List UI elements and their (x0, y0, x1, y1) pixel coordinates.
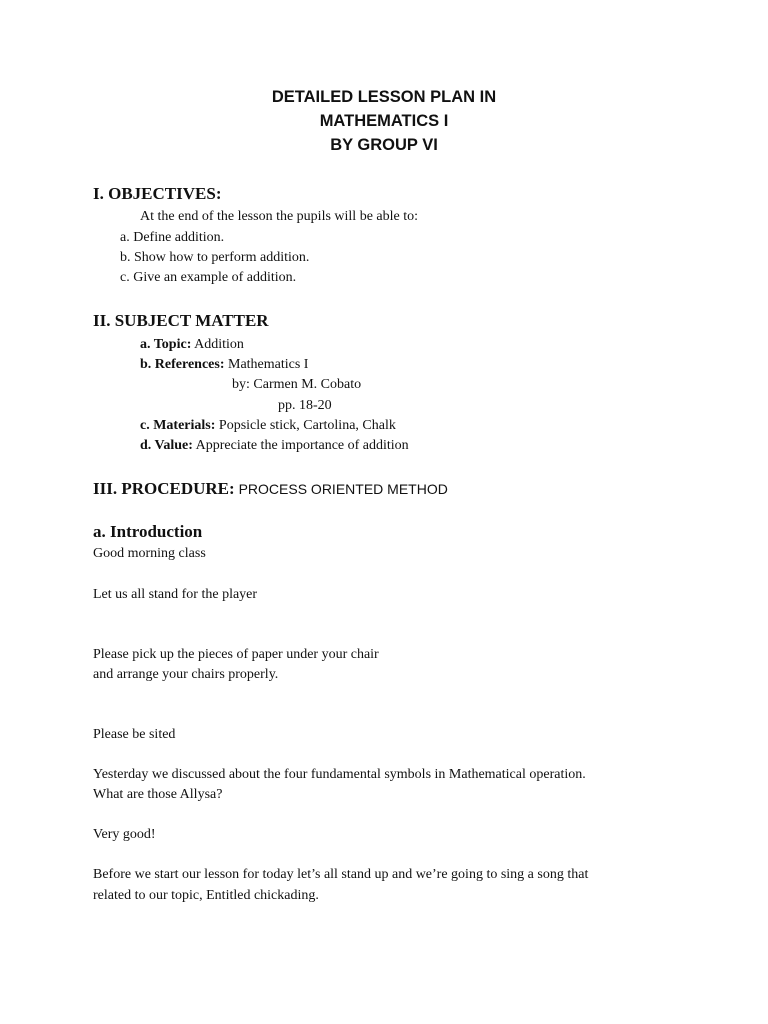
introduction-line: Please be sited (93, 727, 176, 742)
objectives-heading: I. OBJECTIVES: (93, 184, 222, 203)
introduction-line: What are those Allysa? (93, 787, 223, 802)
objective-item-c: c. Give an example of addition. (120, 270, 297, 285)
introduction-line: Please pick up the pieces of paper under your chair (93, 647, 379, 662)
references-row (140, 357, 308, 373)
value-row (140, 438, 409, 454)
procedure-heading: III. PROCEDURE: (93, 479, 235, 498)
title-line-1: DETAILED LESSON PLAN IN (271, 88, 497, 106)
title-line-3: BY GROUP VI (330, 136, 438, 154)
materials-row (140, 418, 396, 434)
introduction-line: Yesterday we discussed about the four fundamental symbols in Mathematical operation. (93, 767, 586, 782)
materials-label: c. Materials: (140, 418, 216, 433)
objective-item-b: b. Show how to perform addition. (120, 250, 310, 265)
subject-matter-heading: II. SUBJECT MATTER (93, 311, 269, 330)
materials-value: Popsicle stick, Cartolina, Chalk (215, 418, 396, 433)
topic-row (140, 337, 244, 353)
references-label: b. References: (140, 357, 225, 372)
reference-pages: pp. 18-20 (278, 398, 332, 413)
title-line-2: MATHEMATICS I (319, 112, 449, 130)
reference-author: by: Carmen M. Cobato (232, 377, 362, 392)
procedure-method: PROCESS ORIENTED METHOD (234, 481, 448, 497)
procedure-row (93, 479, 448, 499)
introduction-line: and arrange your chairs properly. (93, 667, 279, 682)
objectives-intro: At the end of the lesson the pupils will be able to: (140, 209, 419, 224)
introduction-line: Before we start our lesson for today let’s all stand up and we’re going to sing a song that (93, 867, 589, 882)
value-label: d. Value: (140, 438, 193, 453)
topic-label: a. Topic: (140, 337, 192, 352)
introduction-line: related to our topic, Entitled chickading. (93, 888, 319, 903)
objective-item-a: a. Define addition. (120, 230, 225, 245)
references-value: Mathematics I (224, 357, 309, 372)
value-value: Appreciate the importance of addition (192, 438, 409, 453)
topic-value: Addition (191, 337, 244, 352)
introduction-line: Good morning class (93, 546, 206, 561)
introduction-heading: a. Introduction (93, 522, 203, 541)
introduction-line: Let us all stand for the player (93, 587, 258, 602)
introduction-line: Very good! (93, 827, 156, 842)
